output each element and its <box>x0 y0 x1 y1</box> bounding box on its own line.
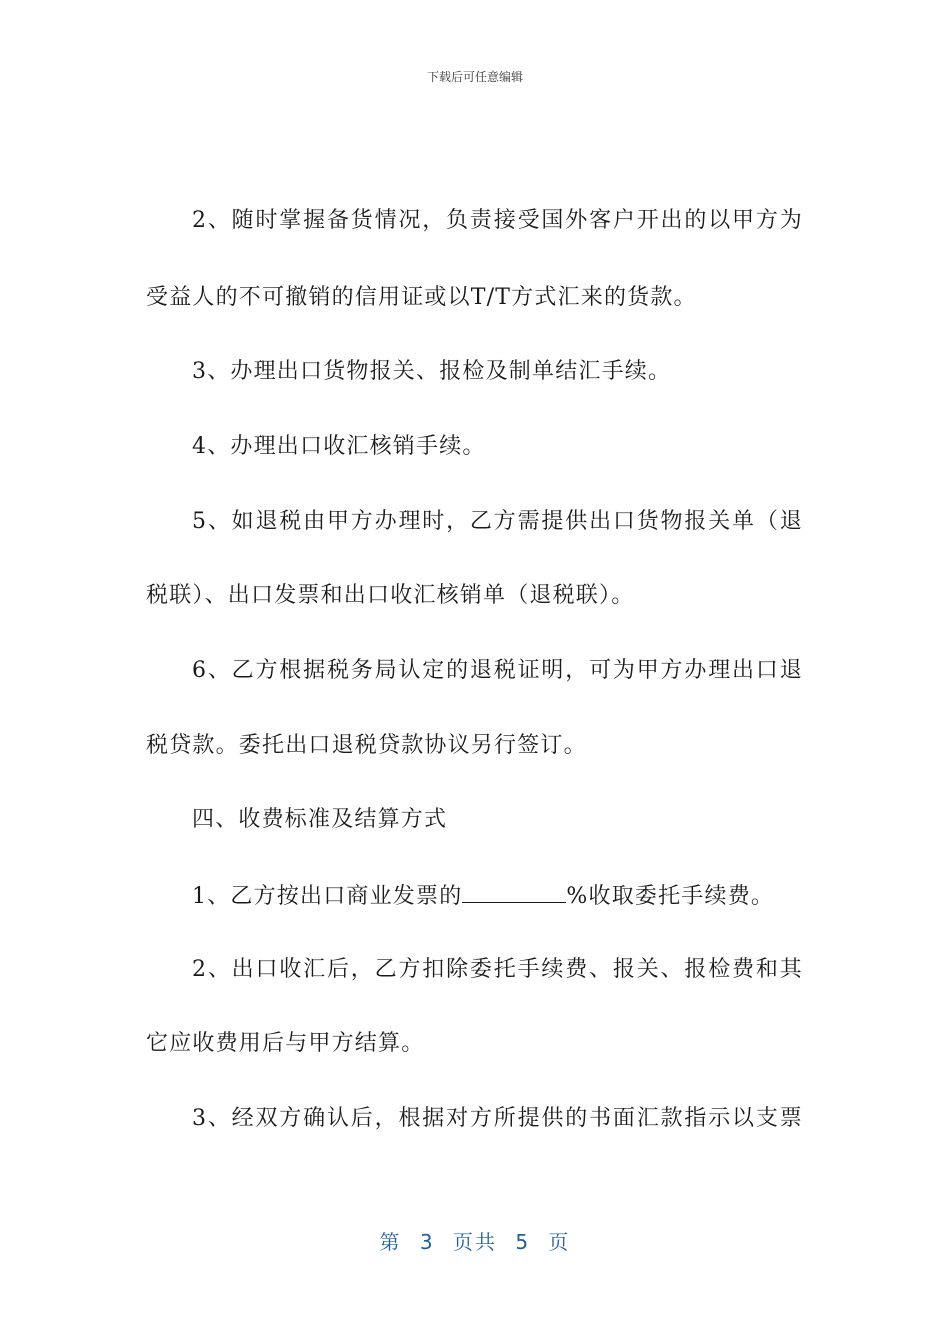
glyph: 供 <box>565 509 588 534</box>
glyph: 货 <box>636 509 659 534</box>
glyph: 况 <box>398 208 421 233</box>
glyph: ， <box>374 1106 397 1131</box>
glyph: 责 <box>469 208 492 233</box>
glyph: 退 <box>255 509 278 534</box>
glyph: 方 <box>493 509 516 534</box>
glyph: 款 <box>660 1106 683 1131</box>
glyph: 关 <box>708 509 731 534</box>
glyph: 方 <box>398 957 421 982</box>
glyph: 出 <box>589 509 612 534</box>
glyph: 备 <box>326 208 349 233</box>
glyph: 示 <box>708 1106 731 1131</box>
glyph: 经 <box>231 1106 254 1131</box>
glyph: 书 <box>589 1106 612 1131</box>
glyph: 以 <box>708 208 731 233</box>
glyph: ， <box>422 208 445 233</box>
text-before-blank: 1、乙方按出口商业发票的 <box>192 884 463 909</box>
glyph: 口 <box>612 509 635 534</box>
glyph: 税 <box>279 509 302 534</box>
glyph: 委 <box>469 957 492 982</box>
glyph: 可 <box>589 658 612 683</box>
glyph: 对 <box>446 1106 469 1131</box>
glyph: 5 <box>192 509 206 534</box>
page-number: 第 3 页共 5 页 <box>379 1230 571 1254</box>
glyph: 税 <box>326 658 349 683</box>
glyph: 提 <box>541 509 564 534</box>
glyph: 后 <box>350 1106 373 1131</box>
section-4-paragraph-2-line-1 <box>192 955 802 985</box>
glyph: 证 <box>517 658 540 683</box>
glyph: 手 <box>517 957 540 982</box>
glyph: 局 <box>374 658 397 683</box>
glyph: 乙 <box>469 509 492 534</box>
paragraph-3: 3、办理出口货物报关、报检及制单结汇手续。 <box>192 359 672 384</box>
glyph: 国 <box>541 208 564 233</box>
glyph: 指 <box>684 1106 707 1131</box>
section-4-paragraph-2-line-2: 它应收费用后与甲方结算。 <box>146 1031 425 1056</box>
glyph: 掌 <box>279 208 302 233</box>
glyph: 、 <box>207 658 230 683</box>
glyph: 方 <box>350 509 373 534</box>
glyph: 握 <box>303 208 326 233</box>
glyph: 甲 <box>326 509 349 534</box>
glyph: （ <box>755 509 778 534</box>
glyph: 甲 <box>636 658 659 683</box>
glyph: 3 <box>192 1106 206 1131</box>
glyph: 的 <box>684 208 707 233</box>
paragraph-4: 4、办理出口收汇核销手续。 <box>192 434 486 459</box>
glyph: 面 <box>612 1106 635 1131</box>
glyph: 退 <box>779 509 802 534</box>
glyph: 支 <box>755 1106 778 1131</box>
glyph: 的 <box>565 1106 588 1131</box>
paragraph-6-line-1 <box>192 656 802 686</box>
glyph: 口 <box>255 957 278 982</box>
glyph: 关 <box>636 957 659 982</box>
section-4-paragraph-1 <box>192 880 852 912</box>
glyph: 2 <box>192 208 206 233</box>
glyph: 、 <box>207 208 230 233</box>
glyph: 情 <box>374 208 397 233</box>
glyph: 如 <box>231 509 254 534</box>
glyph: 理 <box>708 658 731 683</box>
glyph: ， <box>446 509 469 534</box>
glyph: 根 <box>279 658 302 683</box>
glyph: 明 <box>541 658 564 683</box>
paragraph-6-line-2: 税贷款。委托出口退税贷款协议另行签订。 <box>146 733 587 758</box>
paragraph-5-line-1 <box>192 507 802 537</box>
glyph: 的 <box>446 658 469 683</box>
glyph: 汇 <box>636 1106 659 1131</box>
glyph: 扣 <box>422 957 445 982</box>
header-note: 下载后可任意编辑 <box>426 70 523 84</box>
glyph: 退 <box>779 658 802 683</box>
glyph: 理 <box>398 509 421 534</box>
glyph: 报 <box>684 509 707 534</box>
glyph: 乙 <box>374 957 397 982</box>
glyph: 票 <box>779 1106 802 1131</box>
glyph: 报 <box>684 957 707 982</box>
paragraph-5-line-2: 税联）、出口发票和出口收汇核销单（退税联）。 <box>146 583 635 608</box>
glyph: 为 <box>612 658 635 683</box>
glyph: 办 <box>374 509 397 534</box>
section-4-paragraph-3-line-1 <box>192 1104 802 1134</box>
glyph: 收 <box>279 957 302 982</box>
paragraph-2-line-2: 受益人的不可撤销的信用证或以T/T方式汇来的货款。 <box>146 285 697 310</box>
glyph: 受 <box>517 208 540 233</box>
glyph: 出 <box>660 208 683 233</box>
glyph: 户 <box>612 208 635 233</box>
glyph: 除 <box>446 957 469 982</box>
glyph: 6 <box>192 658 206 683</box>
glyph: 退 <box>469 658 492 683</box>
glyph: 务 <box>350 658 373 683</box>
glyph: 需 <box>517 509 540 534</box>
text-after-blank: %收取委托手续费。 <box>566 884 775 909</box>
glyph: ， <box>350 957 373 982</box>
glyph: 口 <box>755 658 778 683</box>
glyph: 、 <box>207 957 230 982</box>
glyph: 方 <box>660 658 683 683</box>
glyph: 为 <box>779 208 802 233</box>
glyph: 随 <box>231 208 254 233</box>
glyph: 提 <box>517 1106 540 1131</box>
glyph: 根 <box>398 1106 421 1131</box>
glyph: 出 <box>732 658 755 683</box>
glyph: 确 <box>303 1106 326 1131</box>
glyph: 费 <box>732 957 755 982</box>
glyph: 和 <box>755 957 778 982</box>
glyph: 、 <box>660 957 683 982</box>
glyph: ， <box>565 658 588 683</box>
glyph: 费 <box>565 957 588 982</box>
glyph: 2 <box>192 957 206 982</box>
glyph: 、 <box>207 1106 230 1131</box>
section-heading-4: 四、收费标准及结算方式 <box>192 807 448 832</box>
paragraph-2-line-1 <box>192 206 802 236</box>
glyph: 物 <box>660 509 683 534</box>
glyph: 方 <box>255 658 278 683</box>
glyph: 据 <box>303 658 326 683</box>
glyph: 客 <box>589 208 612 233</box>
glyph: 甲 <box>732 208 755 233</box>
glyph: 汇 <box>303 957 326 982</box>
glyph: 乙 <box>231 658 254 683</box>
glyph: 、 <box>207 509 230 534</box>
glyph: 报 <box>612 957 635 982</box>
glyph: 单 <box>732 509 755 534</box>
glyph: 认 <box>398 658 421 683</box>
glyph: 其 <box>779 957 802 982</box>
glyph: 后 <box>326 957 349 982</box>
glyph: 续 <box>541 957 564 982</box>
glyph: 检 <box>708 957 731 982</box>
glyph: 所 <box>493 1106 516 1131</box>
glyph: 出 <box>231 957 254 982</box>
glyph: 据 <box>422 1106 445 1131</box>
glyph: 以 <box>732 1106 755 1131</box>
fill-in-blank <box>462 880 566 903</box>
glyph: 税 <box>493 658 516 683</box>
glyph: 时 <box>422 509 445 534</box>
glyph: 双 <box>255 1106 278 1131</box>
glyph: 开 <box>636 208 659 233</box>
glyph: 时 <box>255 208 278 233</box>
glyph: 、 <box>589 957 612 982</box>
glyph: 供 <box>541 1106 564 1131</box>
glyph: 负 <box>446 208 469 233</box>
glyph: 方 <box>469 1106 492 1131</box>
glyph: 货 <box>350 208 373 233</box>
glyph: 由 <box>303 509 326 534</box>
glyph: 外 <box>565 208 588 233</box>
glyph: 托 <box>493 957 516 982</box>
glyph: 方 <box>279 1106 302 1131</box>
glyph: 接 <box>493 208 516 233</box>
glyph: 方 <box>755 208 778 233</box>
glyph: 认 <box>326 1106 349 1131</box>
glyph: 定 <box>422 658 445 683</box>
glyph: 办 <box>684 658 707 683</box>
